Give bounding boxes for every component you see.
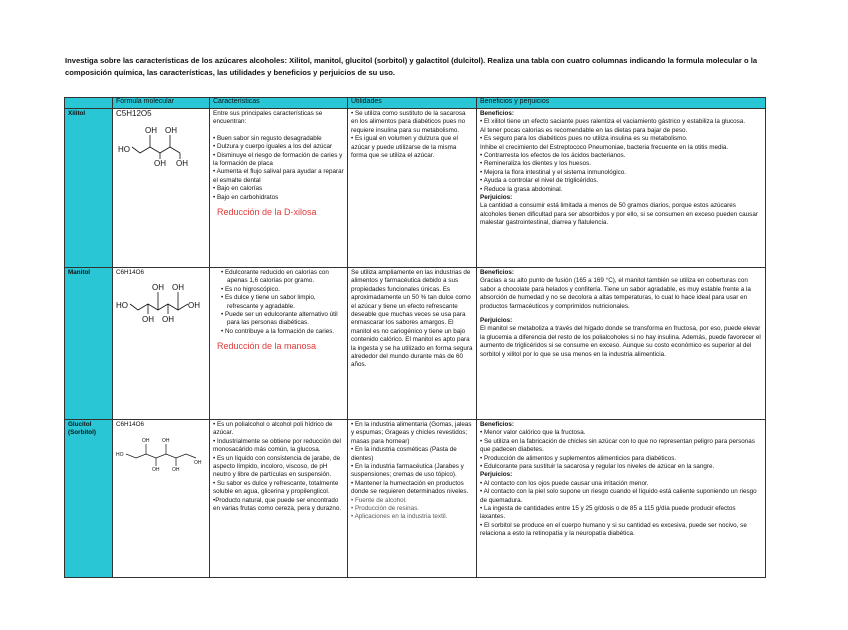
list-item: • Al contacto con los ojos puede causar una irritación menor. [480, 479, 649, 487]
header-uses: Utilidades [348, 98, 477, 109]
xilitol-oh-label-2: OH [165, 126, 177, 136]
row-name-manitol: Manitol [65, 268, 113, 420]
table-row [65, 420, 766, 578]
benefits-xilitol [477, 109, 766, 268]
list-item: • Industrialmente se obtiene por reducción del monosacárido más común, la glucosa. [213, 437, 341, 454]
formula-cell-glucitol [113, 420, 210, 578]
list-item: • Producción de alimentos y suplementos alimenticios para diabéticos. [480, 454, 677, 462]
glucitol-structure-image [116, 432, 204, 472]
list-item: • Buen sabor sin regusto desagradable [213, 134, 322, 142]
xilitol-oh-label-4: OH [176, 159, 188, 168]
drawbacks-text: El manitol se metaboliza a través del hígado donde se transforma en fructosa, por eso, puede elevar la glucemia a diferencia del resto de los polialcoholes si no hay insulina. Además, puede favorecer el aumento de triglicéridos si se consume en exceso. Aunque su costo económico es superior al del sorbitol y xilitol por lo que se usa menos en la industria alimenticia. [480, 325, 761, 358]
manitol-oh-label-2: OH [172, 283, 184, 293]
characteristics-xilitol [210, 109, 348, 268]
list-item: • Es un líquido con consistencia de jarabe, de aspecto límpido, incoloro, viscoso, de pH neutro y libre de partículas en suspensión. [213, 454, 341, 479]
list-item: • Ayuda a controlar el nivel de triglicéridos. [480, 177, 599, 185]
list-item: • Es igual en volumen y dulzura que el azúcar y puede utilizarse de la misma forma que se utiliza el azúcar. [351, 135, 458, 160]
list-item: • No contribuye a la formación de caries. [221, 327, 335, 335]
characteristics-list [213, 421, 344, 513]
row-name-xilitol: Xilitol [65, 109, 113, 268]
characteristics-list [213, 135, 344, 202]
glucitol-oh-label-4: OH [172, 467, 180, 473]
glucitol-oh-label-5: OH [194, 460, 202, 467]
manitol-structure-image [116, 280, 204, 324]
list-item: • Puede ser un edulcorante alternativo útil para las personas diabéticas. [221, 311, 338, 327]
list-item: Inhibe el crecimiento del Estreptococo Pneumoniae, bacteria frecuente en la otitis media. [480, 143, 729, 151]
list-item: • Aplicaciones en la industria textil. [351, 513, 448, 521]
drawbacks-text: La cantidad a consumir está limitada a menos de 50 gramos diarios, porque estos azúcares alcoholes tienen dificultad para ser absorbidos y por ello, si se consumen en exceso pueden causar malestar gastrointestinal, diarrea y flatulencia. [480, 202, 758, 227]
list-item: • Al contacto con la piel solo supone un riesgo cuando el líquido está caliente suponiendo un riesgo de quemadura. [480, 488, 757, 504]
benefits-manitol [477, 268, 766, 420]
list-item: • Bajo en carbohidratos [213, 193, 279, 201]
list-item: • En la industria farmacéutica (Jarabes y suspensiones; cremas de uso tópico). [351, 463, 464, 479]
characteristics-manitol [210, 268, 348, 420]
benefits-title: Beneficios: [480, 110, 514, 117]
list-item: • Edulcorante para sustituir la sacarosa y regular los niveles de azúcar en la sangre. [480, 463, 715, 471]
sugar-alcohols-table [64, 97, 766, 578]
glucitol-ho-label: HO [116, 452, 124, 459]
characteristics-intro: Entre sus principales características se encuentran: [213, 110, 323, 126]
reduction-note-manitol: Reducción de la manosa [217, 341, 317, 352]
manitol-oh-label-3: OH [142, 315, 154, 325]
manitol-oh-label-5: OH [188, 301, 200, 311]
uses-list [351, 421, 473, 522]
xilitol-oh-label-1: OH [145, 126, 157, 136]
header-benefits: Beneficios y perjuicios [477, 98, 766, 109]
header-characteristics: Características [210, 98, 348, 109]
list-item: • Aumenta el flujo salival para ayudar a reparar el esmalte dental [213, 168, 344, 184]
benefits-title: Beneficios: [480, 421, 514, 428]
table-row [65, 268, 766, 420]
manitol-ho-label: HO [116, 301, 128, 311]
drawbacks-title: Perjuicios: [480, 471, 513, 479]
xilitol-structure-image [116, 121, 204, 167]
list-item: • Es dulce y tiene un sabor limpio, refrescante y agradable. [221, 294, 316, 310]
list-item: • Bajo en calorías [213, 185, 263, 193]
list-item: • Mantener la humectación en productos donde se requieren determinados niveles. [351, 479, 469, 496]
list-item: • Es no higroscópico. [221, 285, 280, 293]
glucitol-oh-label-2: OH [162, 438, 170, 445]
formula-cell-manitol [113, 268, 210, 420]
header-formula: Fórmula molecular [113, 98, 210, 109]
list-item: • Remineraliza los dientes y los huesos. [480, 160, 592, 168]
list-item: • En la industria cosméticas (Pasta de dientes) [351, 446, 457, 462]
benefits-list [480, 429, 762, 471]
uses-text: Se utiliza ampliamente en las industrias de alimentos y farmacéutica debido a sus propiedades funcionales únicas. Es aproximadamente un 50 % tan dulce como el azúcar y tiene un efecto refrescante deseable que muchas veces se usa para enmascarar los sabores amargos. El manitol es no cariogénico y tiene un bajo contenido calórico. El manitol es apto para la ingesta y se ha utilizado en forma segura alrededor del mundo durante más de 60 años. [351, 269, 473, 369]
drawbacks-title: Perjuicios: [480, 194, 513, 202]
list-item: • Es seguro para los diabéticos pues no utiliza insulina es su metabolismo. [480, 135, 688, 143]
drawbacks-list [480, 480, 762, 539]
list-item: • Menor valor calórico que la fructosa. [480, 429, 586, 437]
list-item: • La ingesta de cantidades entre 15 y 25 g/dosis o de 85 a 115 g/día puede producir efectos laxantes. [480, 505, 736, 521]
uses-xilitol [348, 109, 477, 268]
list-item: • Edulcorante reducido en calorías con apenas 1,6 calorías por gramo. [221, 269, 329, 285]
list-item: • Dulzura y cuerpo iguales a los del azúcar [213, 143, 333, 151]
list-item: • El sorbitol se produce en el cuerpo humano y si su cantidad es excesiva, puede ser nocivo, se relaciona a esto la retinopatía y la neuropatía diabética. [480, 521, 747, 538]
benefits-glucitol [477, 420, 766, 578]
formula-glucitol: C6H14O6 [116, 421, 145, 428]
list-item: • Mejora la flora intestinal y el sistema inmunológico. [480, 168, 627, 176]
list-item: • Disminuye el riesgo de formación de caries y la formación de placa [213, 151, 343, 168]
uses-glucitol [348, 420, 477, 578]
list-item: • Su sabor es dulce y refrescante, totalmente soluble en agua, glicerina y propilenglicol. [213, 479, 339, 496]
uses-list [351, 110, 473, 160]
xilitol-ho-label: HO [118, 145, 130, 155]
xilitol-oh-label-3: OH [154, 159, 166, 168]
glucitol-oh-label-3: OH [152, 467, 160, 473]
assignment-instructions: Investiga sobre las características de los azúcares alcoholes: Xilitol, manitol, glucitol (sorbitol) y galactitol (dulcitol). Realiza una tabla con cuatro columnas indicando la formula molecular o la composición química, las características, las utilidades y beneficios y perjuicios de su uso. [65, 56, 758, 77]
list-item: • Se utiliza en la fabricación de chicles sin azúcar con lo que no representan peligro para personas que padecen diabetes. [480, 437, 755, 454]
row-name-glucitol: Glucitol (Sorbitol) [65, 420, 113, 578]
list-item: • Producción de resinas. [351, 505, 420, 513]
manitol-oh-label-1: OH [152, 283, 164, 293]
list-item: • Reduce la grasa abdominal. [480, 185, 563, 193]
uses-manitol [348, 268, 477, 420]
table-row [65, 109, 766, 268]
list-item: Al tener pocas calorías es recomendable en las dietas para bajar de peso. [480, 126, 688, 134]
characteristics-list [213, 269, 344, 336]
characteristics-glucitol [210, 420, 348, 578]
formula-xilitol: C5H12O5 [116, 109, 152, 118]
list-item: • Contrarresta los efectos de los ácidos bacterianos. [480, 152, 626, 160]
manitol-oh-label-4: OH [162, 315, 174, 325]
glucitol-oh-label-1: OH [142, 438, 150, 445]
list-item: • El xilitol tiene un efecto saciante pues ralentiza el vaciamiento gástrico y estabiliza la glucosa. [480, 118, 746, 126]
benefits-title: Beneficios: [480, 269, 514, 276]
benefits-list [480, 118, 762, 194]
reduction-note-xilitol: Reducción de la D-xilosa [217, 207, 317, 218]
list-item: • Fuente de alcohol. [351, 496, 407, 504]
list-item: •Producto natural, que puede ser encontrado en varias frutas como cereza, pera y durazno. [213, 496, 342, 513]
list-item: • Se utiliza como sustituto de la sacarosa en los alimentos para diabéticos pues no requiere insulina para su metabolismo. [351, 110, 466, 134]
list-item: • Es un polialcohol o alcohol poli hídrico de azúcar. [213, 421, 333, 437]
header-blank [65, 98, 113, 109]
table-header-row [65, 98, 766, 109]
drawbacks-title: Perjuicios: [480, 317, 513, 325]
benefits-text: Gracias a su alto punto de fusión (165 a 169 °C), el manitol también se utiliza en coberturas con sabor a chocolate para helados y confitería. Tiene un sabor agradable, es muy estable frente a la absorción de humedad y no se decolora a altas temperaturas, lo cual lo hace ideal para usar en productos farmacéuticos y comprimidos nutricionales. [480, 277, 751, 310]
list-item: • En la industria alimentaria (Gomas, jaleas y espumas; Grageas y chicles revestidos; masas para hornear) [351, 421, 472, 445]
formula-cell-xilitol [113, 109, 210, 268]
formula-manitol: C6H14O6 [116, 269, 145, 276]
